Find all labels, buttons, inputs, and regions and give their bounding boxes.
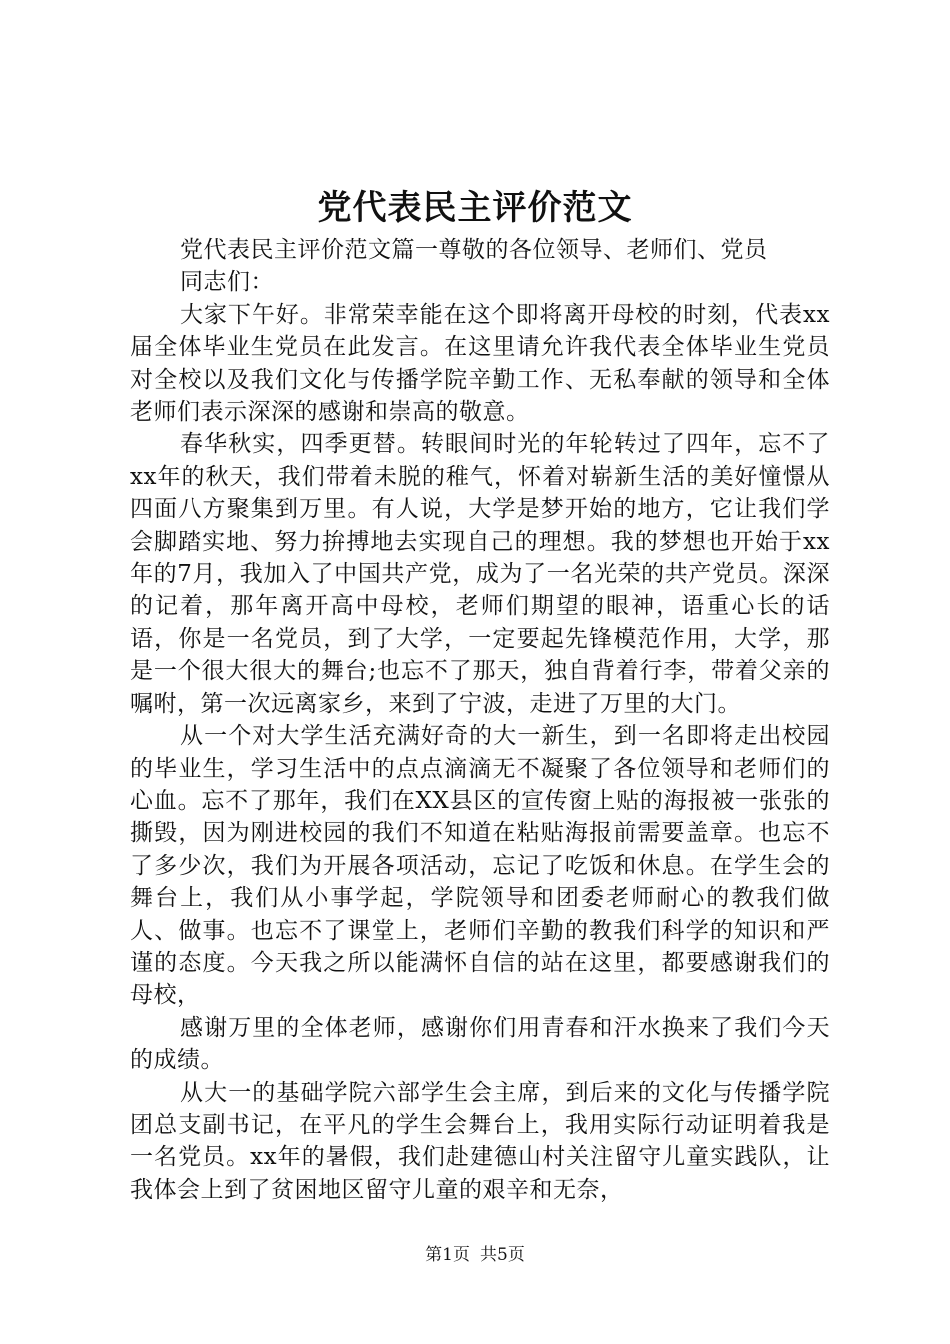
body-paragraph: 感谢万里的全体老师，感谢你们用青春和汗水换来了我们今天的成绩。 xyxy=(130,1014,830,1074)
total-pages: 共5页 xyxy=(480,1245,525,1265)
document-body xyxy=(130,234,830,1206)
body-paragraph: 大家下午好。非常荣幸能在这个即将离开母校的时刻，代表xx届全体毕业生党员在此发言。在这里请允许我代表全体毕业生党员对全校以及我们文化与传播学院辛勤工作、无私奉献的领导和全体老师们表示深深的感谢和崇高的敬意。 xyxy=(130,301,830,426)
body-paragraph: 从大一的基础学院六部学生会主席，到后来的文化与传播学院团总支副书记，在平凡的学生会舞台上，我用实际行动证明着我是一名党员。xx年的暑假，我们赴建德山村关注留守儿童实践队，让我体会上到了贫困地区留守儿童的艰辛和无奈， xyxy=(130,1079,830,1203)
document-title: 党代表民主评价范文 xyxy=(317,188,633,228)
body-paragraph: 从一个对大学生活充满好奇的大一新生，到一名即将走出校园的毕业生，学习生活中的点点滴滴无不凝聚了各位领导和老师们的心血。忘不了那年，我们在XX县区的宣传窗上贴的海报被一张张的撕毁，因为刚进校园的我们不知道在粘贴海报前需要盖章。也忘不了多少次，我们为开展各项活动，忘记了吃饭和休息。在学生会的舞台上，我们从小事学起，学院领导和团委老师耐心的教我们做人、做事。也忘不了课堂上，老师们辛勤的教我们科学的知识和严谨的态度。今天我之所以能满怀自信的站在这里，都要感谢我们的母校， xyxy=(130,723,830,1009)
opening-paragraph: 党代表民主评价范文篇一尊敬的各位领导、老师们、党员同志们： xyxy=(180,237,768,296)
page-number: 第1页 xyxy=(425,1245,470,1265)
page-footer xyxy=(0,1243,950,1267)
body-paragraph: 春华秋实，四季更替。转眼间时光的年轮转过了四年，忘不了xx年的秋天，我们带着未脱的稚气，怀着对崭新生活的美好憧憬从四面八方聚集到万里。有人说，大学是梦开始的地方，它让我们学会脚踏实地、努力拚搏地去实现自己的理想。我的梦想也开始于xx年的7月，我加入了中国共产党，成为了一名光荣的共产党员。深深的记着，那年离开高中母校，老师们期望的眼神，语重心长的话语，你是一名党员，到了大学，一定要起先锋模范作用，大学，那是一个很大很大的舞台;也忘不了那天，独自背着行李，带着父亲的嘱咐，第一次远离家乡，来到了宁波，走进了万里的大门。 xyxy=(130,431,830,717)
